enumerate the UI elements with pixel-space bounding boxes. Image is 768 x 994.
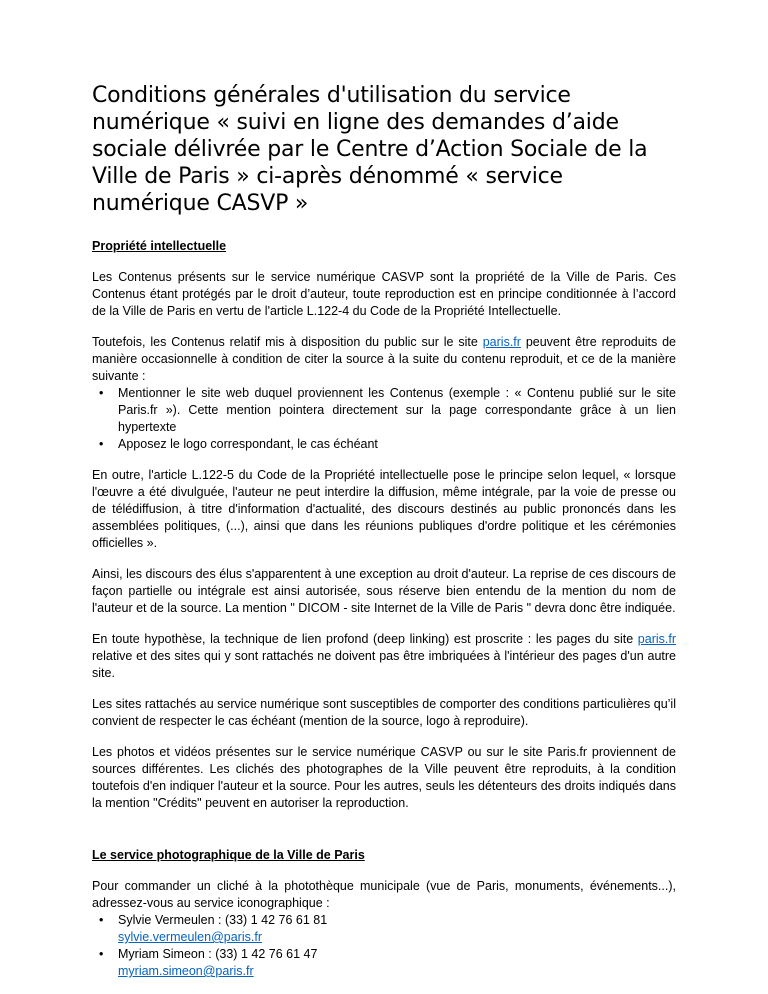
paragraph: Ainsi, les discours des élus s'apparentent à une exception au droit d'auteur. La reprise de ces discours de façon partielle ou intégrale est ainsi autorisée, sous réserve bien entendu de la mention du nom de l'auteur et de la source. La mention " DICOM - site Internet de la Ville de Paris " devra donc être indiquée. bbox=[92, 567, 676, 615]
contact-list bbox=[92, 912, 676, 980]
email-link[interactable]: sylvie.vermeulen@paris.fr bbox=[118, 930, 262, 944]
paragraph bbox=[92, 631, 676, 682]
paragraph: Les photos et vidéos présentes sur le service numérique CASVP ou sur le site Paris.fr proviennent de sources différentes. Les clichés des photographes de la Ville peuvent être reproduits, à la condition toutefois d'en indiquer l'auteur et la source. Pour les autres, seuls les détenteurs des droits indiqués dans la mention "Crédits" peuvent en autoriser la reproduction. bbox=[92, 745, 676, 810]
paragraph bbox=[92, 334, 676, 385]
list-item-text: Mentionner le site web duquel proviennent les Contenus (exemple : « Contenu publié sur le site Paris.fr »). Cette mention pointera directement sur la page correspondante grâce à un lien hypertexte bbox=[118, 386, 676, 434]
paragraph: Pour commander un cliché à la photothèque municipale (vue de Paris, monuments, événements...), adressez-vous au service iconographique : bbox=[92, 879, 676, 910]
paragraph: Les Contenus présents sur le service numérique CASVP sont la propriété de la Ville de Paris. Ces Contenus étant protégés par le droit d’auteur, toute reproduction est en principe conditionnée à l’accord de la Ville de Paris en vertu de l'article L.122-4 du Code de la Propriété Intellectuelle. bbox=[92, 270, 676, 318]
list-item bbox=[99, 385, 676, 436]
contact-name: Sylvie Vermeulen : (33) 1 42 76 61 81 bbox=[118, 913, 328, 927]
text-run: En toute hypothèse, la technique de lien profond (deep linking) est proscrite : les pages du site bbox=[92, 632, 638, 646]
text-run: relative et des sites qui y sont rattachés ne doivent pas être imbriquées à l'intérieur des pages d'un autre site. bbox=[92, 649, 676, 680]
bullet-list bbox=[92, 385, 676, 453]
text-run: peuvent être reproduits de manière occasionnelle à condition de citer la source à la suite du contenu reproduit, et ce de la manière suivante : bbox=[92, 335, 676, 383]
bullet-icon: • bbox=[99, 913, 104, 927]
contact-item bbox=[99, 912, 676, 946]
paris-fr-link[interactable]: paris.fr bbox=[482, 335, 521, 349]
list-item bbox=[99, 436, 676, 453]
section-heading-propriete: Propriété intellectuelle bbox=[92, 239, 227, 253]
paris-fr-link[interactable]: paris.fr bbox=[637, 632, 676, 646]
section-heading-service-photo: Le service photographique de la Ville de Paris bbox=[92, 848, 365, 862]
bullet-icon: • bbox=[99, 437, 104, 451]
paragraph: Les sites rattachés au service numérique sont susceptibles de comporter des conditions particulières qu’il convient de respecter le cas échéant (mention de la source, logo à reproduire). bbox=[92, 697, 676, 728]
contact-name: Myriam Simeon : (33) 1 42 76 61 47 bbox=[118, 947, 318, 961]
email-link[interactable]: myriam.simeon@paris.fr bbox=[118, 964, 254, 978]
contact-item bbox=[99, 946, 676, 980]
page-title: Conditions générales d'utilisation du service numérique « suivi en ligne des demandes d’aide sociale délivrée par le Centre d’Action Sociale de la Ville de Paris » ci-après dénommé « service numérique CASVP » bbox=[92, 83, 648, 216]
list-item-text: Apposez le logo correspondant, le cas échéant bbox=[118, 437, 378, 451]
bullet-icon: • bbox=[99, 386, 104, 400]
spacer bbox=[92, 826, 676, 848]
paragraph: En outre, l'article L.122-5 du Code de la Propriété intellectuelle pose le principe selon lequel, « lorsque l'œuvre a été divulguée, l'auteur ne peut interdire la diffusion, même intégrale, par la voie de presse ou de télédiffusion, à titre d'information d'actualité, des discours destinés au public prononcés dans les assemblées politiques, (...), ainsi que dans les réunions publiques d'ordre politique et les cérémonies officielles ». bbox=[92, 468, 676, 550]
bullet-icon: • bbox=[99, 947, 104, 961]
text-run: Toutefois, les Contenus relatif mis à disposition du public sur le site bbox=[92, 335, 483, 349]
